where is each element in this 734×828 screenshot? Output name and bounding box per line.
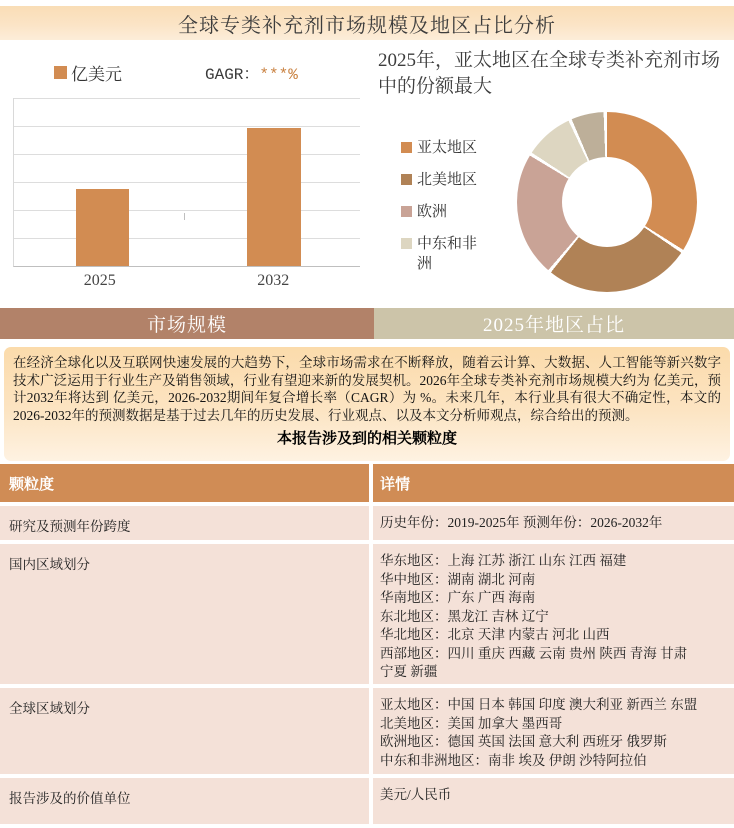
cagr-value: ***% bbox=[259, 66, 298, 84]
gridline bbox=[14, 238, 360, 266]
banner-market-size: 市场规模 bbox=[0, 308, 374, 339]
legend-swatch bbox=[401, 174, 412, 185]
x-axis-tick bbox=[184, 213, 185, 220]
bar-2025 bbox=[76, 189, 129, 266]
gridline bbox=[14, 154, 360, 182]
x-axis-labels bbox=[13, 272, 360, 290]
gridline bbox=[14, 210, 360, 238]
header-granularity: 颗粒度 bbox=[0, 464, 369, 502]
legend-swatch bbox=[401, 238, 412, 249]
legend-swatch bbox=[401, 142, 412, 153]
legend-label: 欧洲 bbox=[417, 204, 448, 220]
legend-item bbox=[401, 138, 481, 158]
pie-chart-legend bbox=[401, 138, 481, 286]
granularity-table bbox=[0, 464, 734, 828]
table-title: 本报告涉及到的相关颗粒度 bbox=[276, 431, 457, 447]
gridline bbox=[14, 182, 360, 210]
table-row bbox=[0, 778, 734, 824]
bar-chart-legend bbox=[54, 60, 122, 85]
x-label-2032: 2032 bbox=[257, 272, 290, 289]
banner-region-share: 2025年地区占比 bbox=[374, 308, 734, 339]
gridline bbox=[14, 98, 360, 126]
x-label-2025: 2025 bbox=[83, 272, 116, 289]
cagr-prefix: GAGR： bbox=[205, 66, 260, 84]
unit-swatch-icon bbox=[54, 66, 67, 79]
gridline bbox=[14, 126, 360, 154]
report-title-bar bbox=[0, 6, 734, 40]
legend-swatch bbox=[401, 206, 412, 217]
cagr-label bbox=[205, 61, 298, 84]
row-detail: 历史年份：2019-2025年 预测年份：2026-2032年 bbox=[373, 506, 734, 540]
donut-hole bbox=[562, 157, 652, 247]
unit-legend-label: 亿美元 bbox=[71, 65, 122, 84]
bar-chart-plot-area bbox=[13, 98, 360, 267]
table-row bbox=[0, 544, 734, 684]
legend-item bbox=[401, 234, 481, 274]
legend-item bbox=[401, 202, 481, 222]
row-detail: 华东地区：上海 江苏 浙江 山东 江西 福建 华中地区：湖南 湖北 河南 华南地区：广东 广西 海南 东北地区：黑龙江 吉林 辽宁 华北地区：北京 天津 内蒙古 河北 山西 西部地区：四川 重庆 西藏 云南 贵州 陕西 青海 甘肃 宁夏 新疆 bbox=[373, 544, 734, 684]
pie-chart-heading: 2025年，亚太地区在全球专类补充剂市场中的份额最大 bbox=[378, 50, 721, 97]
row-label: 研究及预测年份跨度 bbox=[0, 506, 369, 540]
table-row bbox=[0, 688, 734, 774]
summary-paragraph: 在经济全球化以及互联网快速发展的大趋势下，全球市场需求在不断释放，随着云计算、大数据、人工智能等新兴数字技术广泛运用于行业生产及销售领域，行业有望迎来新的发展契机。2026年全球专类补充剂市场规模大约为 亿美元，预计2032年将达到 亿美元，2026-2032期间年复合增长率（CAGR）为 %。未来几年，本行业具有很大不确定性，本文的2026-2032年的预测数据是基于过去几年的历史发展、行业观点、以及本文分析师观点，综合给出的预测。 bbox=[13, 355, 721, 423]
market-size-chart-panel bbox=[10, 44, 370, 300]
legend-item bbox=[401, 170, 481, 190]
header-detail: 详情 bbox=[373, 464, 734, 502]
row-label: 全球区域划分 bbox=[0, 688, 369, 774]
row-detail: 美元/人民币 bbox=[373, 778, 734, 824]
legend-label: 北美地区 bbox=[417, 172, 478, 188]
legend-label: 亚太地区 bbox=[417, 140, 478, 156]
section-banners bbox=[0, 308, 734, 339]
summary-block bbox=[4, 347, 730, 461]
page-title: 全球专类补充剂市场规模及地区占比分析 bbox=[178, 14, 556, 37]
table-header-row bbox=[0, 464, 734, 502]
legend-label: 中东和非洲 bbox=[417, 236, 478, 272]
row-label: 报告涉及的价值单位 bbox=[0, 778, 369, 824]
bar-2032 bbox=[247, 128, 301, 266]
region-share-chart-panel bbox=[375, 44, 734, 304]
row-detail: 亚太地区：中国 日本 韩国 印度 澳大利亚 新西兰 东盟 北美地区：美国 加拿大 墨西哥 欧洲地区：德国 英国 法国 意大利 西班牙 俄罗斯 中东和非洲地区：南非 埃及 伊朗 沙特阿拉伯 bbox=[373, 688, 734, 774]
row-label: 国内区域划分 bbox=[0, 544, 369, 684]
table-row bbox=[0, 506, 734, 540]
